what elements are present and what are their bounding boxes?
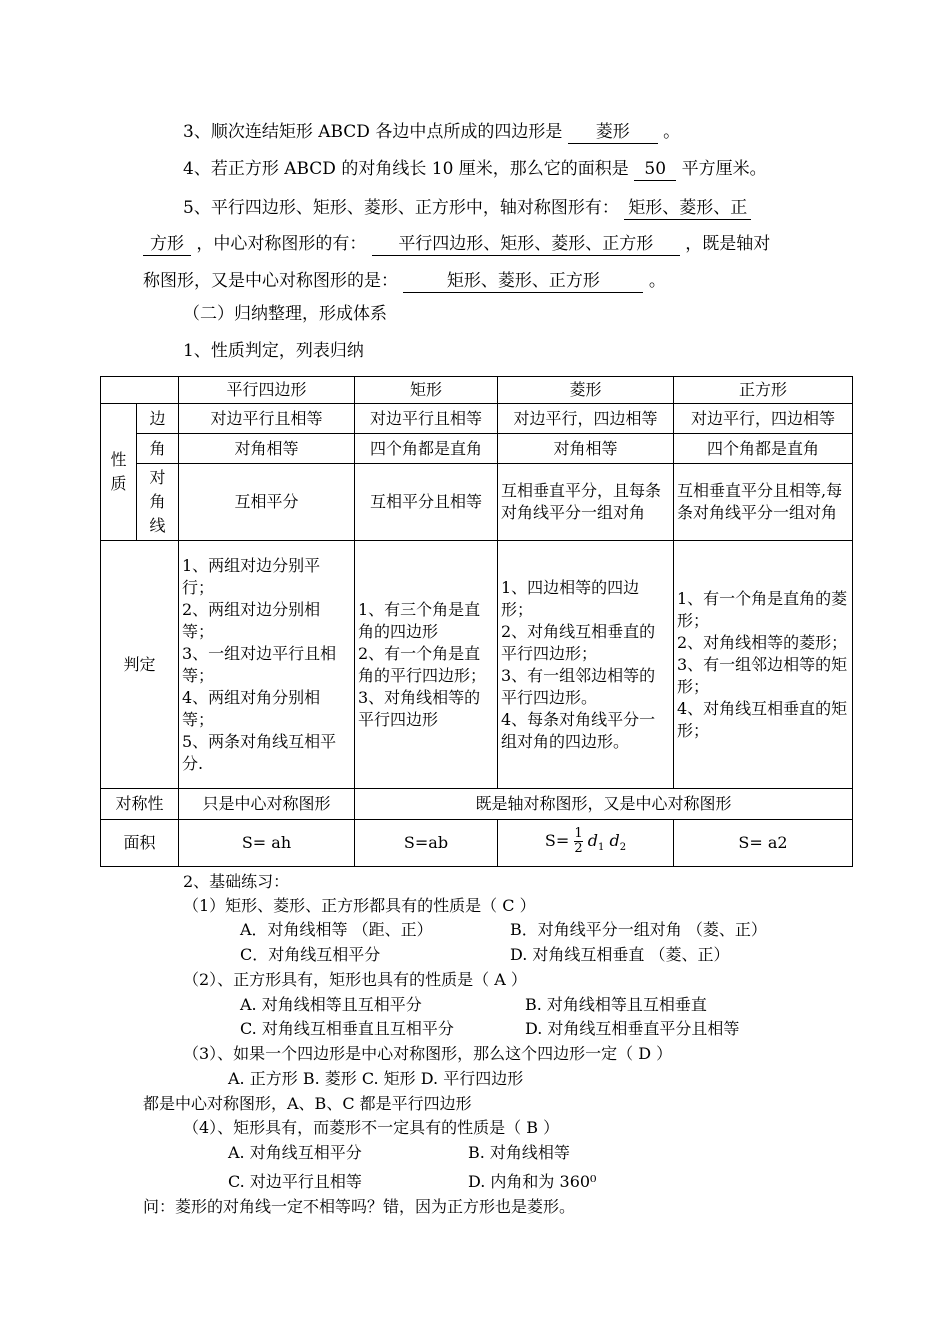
diagonal-cell: 互相垂直平分且相等,每条对角线平分一组对角: [674, 464, 853, 541]
q5-answer1a: 矩形、菱形、正: [624, 197, 751, 220]
judge-cell-parallelogram: 1、两组对边分别平行； 2、两组对边分别相等； 3、一组对边平行且相等； 4、两组对角分别相等； 5、两条对角线互相平分.: [179, 541, 355, 789]
q3-text: 3、顺次连结矩形 ABCD 各边中点所成的四边形是: [183, 122, 563, 142]
exercise-3-question: （3）、如果一个四边形是中心对称图形，那么这个四边形一定（ D ）: [183, 1044, 673, 1063]
symmetry-label: 对称性: [101, 789, 179, 820]
header-rectangle: 矩形: [355, 377, 498, 404]
q3-answer: 菱形: [568, 121, 658, 144]
q5-answer3: 矩形、菱形、正方形: [403, 270, 643, 293]
area-rhombus: S= $\frac{1}{2}$ $d_1$ $d_2$: [498, 820, 674, 867]
question-3: [183, 121, 680, 144]
header-square: 正方形: [674, 377, 853, 404]
corner-cell: [101, 377, 179, 404]
exercise-2-option-b: B. 对角线相等且互相垂直: [525, 995, 707, 1014]
exercise-3-note: 都是中心对称图形，A、B、C 都是平行四边形: [143, 1094, 472, 1113]
section-heading: （二）归纳整理，形成体系: [183, 304, 387, 324]
diagonal-cell: 互相平分: [179, 464, 355, 541]
q4-end: 平方厘米。: [681, 159, 767, 179]
angle-cell: 对角相等: [179, 434, 355, 464]
symmetry-others: 既是轴对称图形，又是中心对称图形: [355, 789, 853, 820]
exercise-1-option-a: A．对角线相等 （距、正）: [240, 920, 433, 939]
exercise-2-option-a: A. 对角线相等且互相平分: [240, 995, 422, 1014]
symmetry-parallelogram: 只是中心对称图形: [179, 789, 355, 820]
judge-cell-rhombus: 1、四边相等的四边形； 2、对角线互相垂直的平行四边形； 3、有一组邻边相等的平行四边形。 4、每条对角线平分一组对角的四边形。: [498, 541, 674, 789]
question-5-line1: [183, 197, 751, 220]
area-square: S= a2: [674, 820, 853, 867]
question-4: [183, 158, 767, 181]
subheading-1: 1、性质判定，列表归纳: [183, 341, 364, 361]
edge-label: 边: [137, 404, 179, 434]
edge-cell: 对边平行，四边相等: [674, 404, 853, 434]
exercise-1-option-d: D. 对角线互相垂直 （菱、正）: [510, 945, 730, 964]
edge-cell: 对边平行且相等: [179, 404, 355, 434]
header-rhombus: 菱形: [498, 377, 674, 404]
judge-cell-square: 1、有一个角是直角的菱形； 2、对角线相等的菱形； 3、有一组邻边相等的矩形； 4、对角线互相垂直的矩形；: [674, 541, 853, 789]
q5-mid2: ，既是轴对: [685, 234, 771, 254]
angle-cell: 对角相等: [498, 434, 674, 464]
q3-end: 。: [663, 122, 681, 142]
final-question: 问：菱形的对角线一定不相等吗？错，因为正方形也是菱形。: [143, 1197, 576, 1216]
exercise-4-question: （4）、矩形具有，而菱形不一定具有的性质是（ B ）: [183, 1118, 560, 1137]
diagonal-cell: 互相垂直平分，且每条对角线平分一组对角: [498, 464, 674, 541]
area-parallelogram: S= ah: [179, 820, 355, 867]
exercise-2-question: （2）、正方形具有，矩形也具有的性质是（ A ）: [183, 970, 527, 989]
exercise-1-option-b: B．对角线平分一组对角 （菱、正）: [510, 920, 767, 939]
angle-cell: 四个角都是直角: [674, 434, 853, 464]
exercise-2-option-d: D. 对角线互相垂直平分且相等: [525, 1019, 740, 1038]
area-rectangle: S=ab: [355, 820, 498, 867]
q5-line3: 称图形，又是中心对称图形的是：: [143, 271, 398, 291]
exercise-4-option-a: A. 对角线互相平分: [228, 1143, 362, 1162]
summary-table: [100, 376, 853, 867]
exercise-2-option-c: C. 对角线互相垂直且互相平分: [240, 1019, 454, 1038]
judge-label: 判定: [101, 541, 179, 789]
q5-line1: 5、平行四边形、矩形、菱形、正方形中，轴对称图形有：: [183, 198, 619, 218]
area-label: 面积: [101, 820, 179, 867]
q5-answer2: 平行四边形、矩形、菱形、正方形: [372, 233, 680, 256]
exercise-3-options: A. 正方形 B. 菱形 C. 矩形 D. 平行四边形: [228, 1069, 524, 1088]
exercise-1-question: （1）矩形、菱形、正方形都具有的性质是（ C ）: [183, 896, 536, 915]
diagonal-cell: 互相平分且相等: [355, 464, 498, 541]
edge-cell: 对边平行且相等: [355, 404, 498, 434]
q4-answer: 50: [634, 158, 676, 181]
q5-end: 。: [648, 271, 666, 291]
subheading-2: 2、基础练习：: [183, 872, 290, 891]
q5-mid: ，中心对称图形的有：: [196, 234, 367, 254]
exercise-1-option-c: C．对角线互相平分: [240, 945, 381, 964]
angle-cell: 四个角都是直角: [355, 434, 498, 464]
question-5-line3: [143, 270, 666, 293]
judge-cell-rectangle: 1、有三个角是直角的四边形 2、有一个角是直角的平行四边形； 3、对角线相等的平行四边形: [355, 541, 498, 789]
angle-label: 角: [137, 434, 179, 464]
diagonal-label: 对角线: [137, 464, 179, 541]
exercise-4-option-b: B. 对角线相等: [468, 1143, 570, 1162]
header-parallelogram: 平行四边形: [179, 377, 355, 404]
fraction-half: $\frac{1}{2}$: [574, 825, 583, 856]
exercise-4-option-c: C. 对边平行且相等: [228, 1172, 362, 1191]
q5-answer1b: 方形: [143, 233, 191, 256]
edge-cell: 对边平行，四边相等: [498, 404, 674, 434]
property-label: 性质: [101, 404, 137, 541]
q4-text: 4、若正方形 ABCD 的对角线长 10 厘米，那么它的面积是: [183, 159, 629, 179]
exercise-4-option-d: D. 内角和为 360⁰: [468, 1172, 597, 1191]
question-5-line2: [143, 233, 770, 256]
